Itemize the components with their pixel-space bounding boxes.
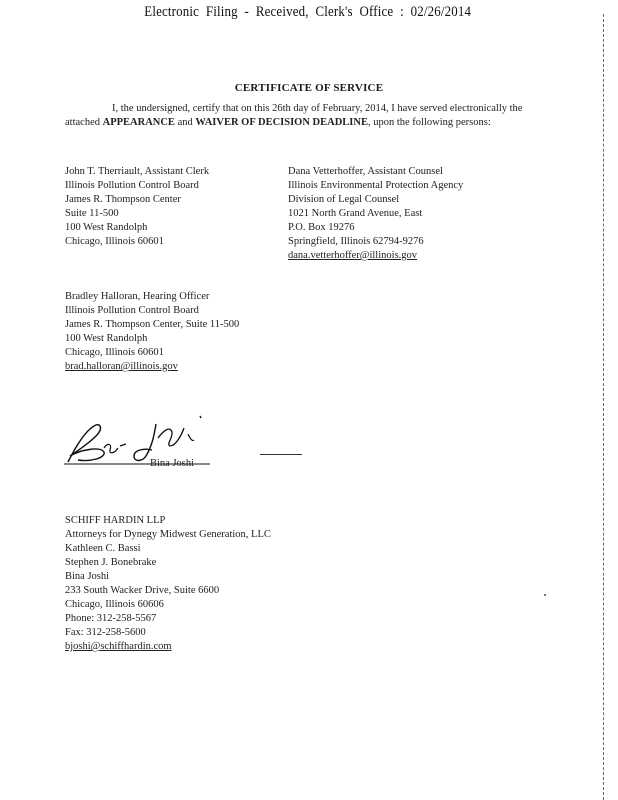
firm-line: Attorneys for Dynegy Midwest Generation, LLC bbox=[65, 529, 271, 540]
recipient-clerk-address bbox=[65, 165, 209, 249]
scan-speck bbox=[544, 594, 546, 596]
waiver-doc-name: WAIVER OF DECISION DEADLINE bbox=[195, 117, 368, 128]
intro-and: and bbox=[174, 117, 196, 128]
address-line: 100 West Randolph bbox=[65, 333, 148, 344]
address-line: Bradley Halloran, Hearing Officer bbox=[65, 291, 210, 302]
handwritten-signature bbox=[60, 410, 220, 470]
appearance-doc-name: APPEARANCE bbox=[102, 117, 175, 128]
address-line: James R. Thompson Center, Suite 11-500 bbox=[65, 319, 240, 330]
intro-text-start: I, the undersigned, certify that on this 26th day of February, 2014, I have served electronically the attached bbox=[65, 103, 523, 128]
recipient-epa-address bbox=[288, 165, 463, 263]
recipient-hearing-officer-address bbox=[65, 290, 239, 374]
firm-line: Phone: 312-258-5567 bbox=[65, 613, 157, 624]
intro-text-end: , upon the following persons: bbox=[367, 117, 491, 128]
address-line: P.O. Box 19276 bbox=[288, 222, 355, 233]
address-line: Illinois Pollution Control Board bbox=[65, 180, 199, 191]
filing-stamp-header: Electronic Filing - Received, Clerk's Office : 02/26/2014 bbox=[144, 4, 472, 20]
firm-line: Chicago, Illinois 60606 bbox=[65, 599, 164, 610]
email-link[interactable]: brad.halloran@illinois.gov bbox=[65, 361, 178, 372]
email-link[interactable]: dana.vetterhoffer@illinois.gov bbox=[288, 250, 418, 261]
address-line: Illinois Pollution Control Board bbox=[65, 305, 199, 316]
address-line: 1021 North Grand Avenue, East bbox=[288, 208, 423, 219]
address-line: Illinois Environmental Protection Agency bbox=[288, 180, 464, 191]
firm-line: Kathleen C. Bassi bbox=[65, 543, 141, 554]
address-line: Division of Legal Counsel bbox=[288, 194, 400, 205]
email-link[interactable]: bjoshi@schiffhardin.com bbox=[65, 641, 172, 652]
signer-name: Bina Joshi bbox=[150, 458, 195, 469]
address-line: Chicago, Illinois 60601 bbox=[65, 347, 164, 358]
firm-line: Stephen J. Bonebrake bbox=[65, 557, 157, 568]
address-line: Suite 11-500 bbox=[65, 208, 119, 219]
address-line: 100 West Randolph bbox=[65, 222, 148, 233]
address-line: Springfield, Illinois 62794-9276 bbox=[288, 236, 424, 247]
firm-line: 233 South Wacker Drive, Suite 6600 bbox=[65, 585, 220, 596]
certification-paragraph bbox=[65, 102, 545, 130]
address-line: James R. Thompson Center bbox=[65, 194, 181, 205]
document-title: CERTIFICATE OF SERVICE bbox=[234, 82, 384, 94]
address-line: John T. Therriault, Assistant Clerk bbox=[65, 166, 210, 177]
scan-edge-line bbox=[603, 14, 604, 800]
address-line: Dana Vetterhoffer, Assistant Counsel bbox=[288, 166, 443, 177]
firm-line: Fax: 312-258-5600 bbox=[65, 627, 146, 638]
signature-line bbox=[260, 454, 302, 455]
law-firm-signature-block bbox=[65, 514, 271, 654]
address-line: Chicago, Illinois 60601 bbox=[65, 236, 164, 247]
firm-line: Bina Joshi bbox=[65, 571, 110, 582]
firm-line: SCHIFF HARDIN LLP bbox=[65, 515, 166, 526]
